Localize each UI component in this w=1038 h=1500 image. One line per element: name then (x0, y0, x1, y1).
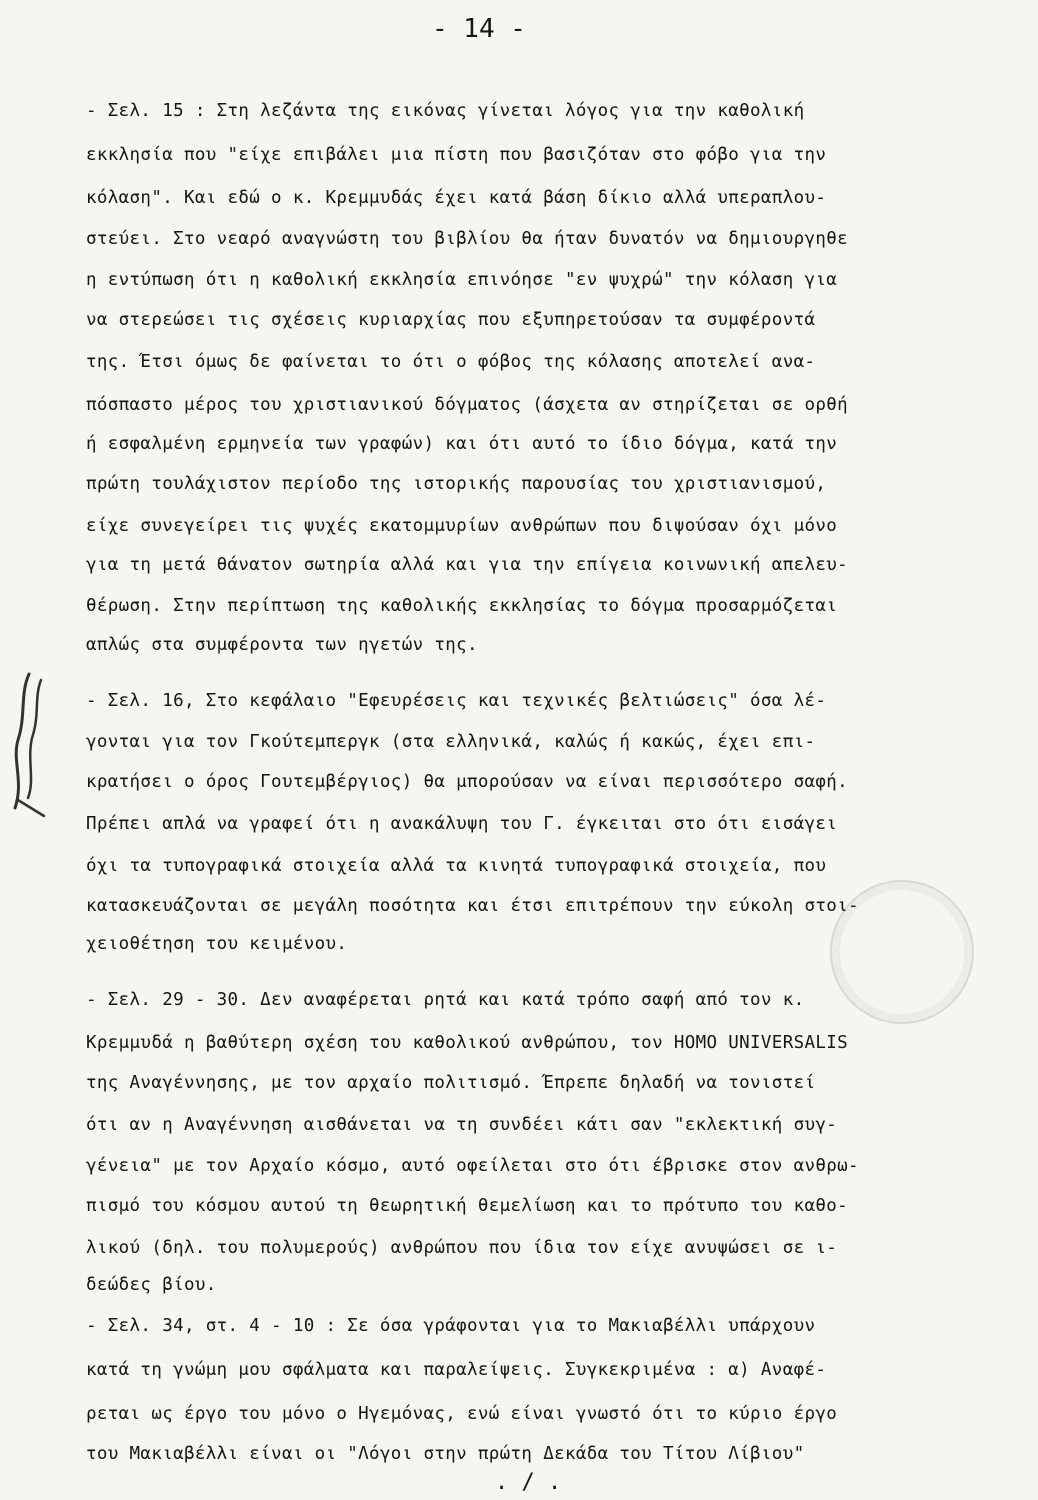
text-line-2: εκκλησία που "είχε επιβάλει μια πίστη που βασιζόταν στο φόβο για την (86, 145, 827, 165)
continuation-mark: . / . (495, 1470, 562, 1495)
text-line-26: γένεια" με τον Αρχαίο κόσμο, αυτό οφείλεται στο ότι έβρισκε στον ανθρω- (86, 1156, 859, 1176)
text-line-14: απλώς στα συμφέροντα των ηγετών της. (86, 635, 478, 655)
text-line-3: κόλαση". Και εδώ ο κ. Κρεμμυδάς έχει κατά βάση δίκιο αλλά υπεραπλου- (86, 188, 827, 208)
page-number: - 14 - (432, 14, 526, 44)
text-line-30: - Σελ. 34, στ. 4 - 10 : Σε όσα γράφονται για το Μακιαβέλλι υπάρχουν (86, 1316, 816, 1336)
text-line-5: η εντύπωση ότι η καθολική εκκλησία επινόησε "εν ψυχρώ" την κόλαση για (86, 270, 838, 290)
text-line-25: ότι αν η Αναγέννηση αισθάνεται να τη συνδέει κάτι σαν "εκλεκτική συγ- (86, 1115, 838, 1135)
text-line-13: θέρωση. Στην περίπτωση της καθολικής εκκλησίας το δόγμα προσαρμόζεται (86, 596, 838, 616)
text-line-31: κατά τη γνώμη μου σφάλματα και παραλείψεις. Συγκεκριμένα : α) Αναφέ- (86, 1360, 827, 1380)
text-line-27: πισμό του κόσμου αυτού τη θεωρητική θεμελίωση και το πρότυπο του καθο- (86, 1196, 849, 1216)
text-line-17: κρατήσει ο όρος Γουτεμβέργιος) θα μπορούσαν να είναι περισσότερο σαφή. (86, 772, 849, 792)
text-line-8: πόσπαστο μέρος του χριστιανικού δόγματος (άσχετα αν στηρίζεται σε ορθή (86, 395, 849, 415)
text-line-18: Πρέπει απλά να γραφεί ότι η ανακάλυψη του Γ. έγκειται στο ότι εισάγει (86, 814, 838, 834)
text-line-23: Κρεμμυδά η βαθύτερη σχέση του καθολικού ανθρώπου, τον HOMO UNIVERSALIS (86, 1033, 849, 1053)
text-line-28: λικού (δηλ. του πολυμερούς) ανθρώπου που ίδια τον είχε ανυψώσει σε ι- (86, 1238, 838, 1258)
margin-handwritten-mark (0, 668, 60, 838)
text-line-10: πρώτη τουλάχιστον περίοδο της ιστορικής παρουσίας του χριστιανισμού, (86, 474, 827, 494)
text-line-19: όχι τα τυπογραφικά στοιχεία αλλά τα κινητά τυπογραφικά στοιχεία, που (86, 856, 827, 876)
text-line-16: γονται για τον Γκούτεμπεργκ (στα ελληνικά, καλώς ή κακώς, έχει επι- (86, 732, 816, 752)
text-line-4: στεύει. Στο νεαρό αναγνώστη του βιβλίου θα ήταν δυνατόν να δημιουργηθε (86, 229, 849, 249)
text-line-24: της Αναγέννησης, με τον αρχαίο πολιτισμό. Έπρεπε δηλαδή να τονιστεί (86, 1073, 816, 1093)
text-line-12: για τη μετά θάνατον σωτηρία αλλά και για την επίγεια κοινωνική απελευ- (86, 555, 849, 575)
text-line-32: ρεται ως έργο του μόνο ο Ηγεμόνας, ενώ είναι γνωστό ότι το κύριο έργο (86, 1404, 838, 1424)
text-line-20: κατασκευάζονται σε μεγάλη ποσότητα και έτσι επιτρέπουν την εύκολη στοι- (86, 896, 859, 916)
text-line-15: - Σελ. 16, Στο κεφάλαιο "Εφευρέσεις και τεχνικές βελτιώσεις" όσα λέ- (86, 691, 827, 711)
text-line-29: δεώδες βίου. (86, 1275, 217, 1295)
text-line-7: της. Έτσι όμως δε φαίνεται το ότι ο φόβος της κόλασης αποτελεί ανα- (86, 352, 816, 372)
text-line-22: - Σελ. 29 - 30. Δεν αναφέρεται ρητά και κατά τρόπο σαφή από τον κ. (86, 990, 805, 1010)
text-line-11: είχε συνεγείρει τις ψυχές εκατομμυρίων ανθρώπων που διψούσαν όχι μόνο (86, 516, 838, 536)
text-line-9: ή εσφαλμένη ερμηνεία των γραφών) και ότι αυτό το ίδιο δόγμα, κατά την (86, 434, 838, 454)
text-line-1: - Σελ. 15 : Στη λεζάντα της εικόνας γίνεται λόγος για την καθολική (86, 101, 805, 121)
text-line-21: χειοθέτηση του κειμένου. (86, 934, 348, 954)
text-line-33: του Μακιαβέλλι είναι οι "Λόγοι στην πρώτη Δεκάδα του Τίτου Λίβιου" (86, 1444, 805, 1464)
text-line-6: να στερεώσει τις σχέσεις κυριαρχίας που εξυπηρετούσαν τα συμφέροντά (86, 310, 816, 330)
